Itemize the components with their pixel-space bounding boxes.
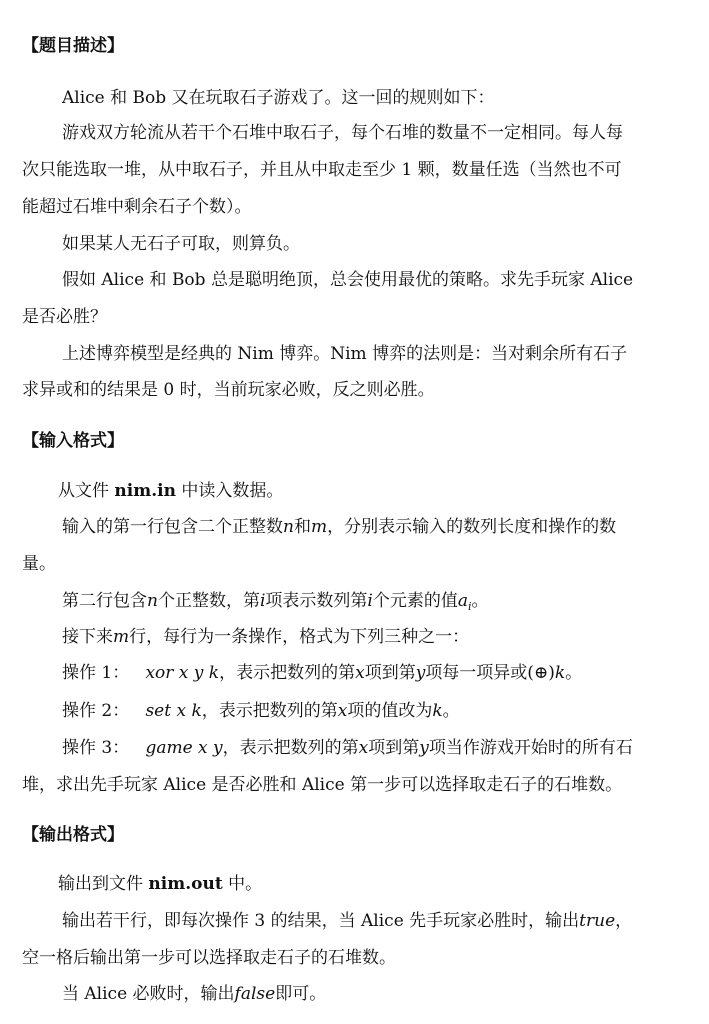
paragraph-line: 次只能选取一堆，从中取石子，并且从中取走至少 1 颗，数量任选（当然也不可	[22, 160, 622, 180]
section-heading-input: 【输入格式】	[22, 431, 124, 451]
paragraph-line: Alice 和 Bob 又在玩取石子游戏了。这一回的规则如下：	[62, 88, 495, 108]
operation-2: 操作 2： set x k，表示把数列的第x项的值改为k。	[62, 701, 460, 721]
paragraph-line: 接下来m行，每行为一条操作，格式为下列三种之一：	[62, 627, 470, 647]
paragraph-line: 求异或和的结果是 0 时，当前玩家必败，反之则必胜。	[22, 380, 435, 400]
paragraph-line: 输入的第一行包含二个正整数n和m，分别表示输入的数列长度和操作的数	[62, 517, 617, 537]
output-filename: nim.out	[148, 874, 223, 894]
section-heading-description: 【题目描述】	[22, 36, 124, 56]
input-filename: nim.in	[114, 481, 176, 501]
operation-1: 操作 1： xor x y k，表示把数列的第x项到第y项每一项异或(⊕)k。	[62, 663, 583, 683]
paragraph-line: 量。	[22, 554, 56, 574]
input-file-line: 从文件 nim.in 中读入数据。	[58, 481, 284, 501]
paragraph-line: 是否必胜？	[22, 307, 107, 327]
paragraph-line: 当 Alice 必败时，输出false即可。	[62, 984, 327, 1004]
output-file-line: 输出到文件 nim.out 中。	[58, 874, 263, 894]
operation-3: 操作 3： game x y，表示把数列的第x项到第y项当作游戏开始时的所有石	[62, 738, 633, 758]
paragraph-line: 游戏双方轮流从若干个石堆中取石子，每个石堆的数量不一定相同。每人每	[62, 123, 623, 143]
paragraph-line: 输出若干行，即每次操作 3 的结果，当 Alice 先手玩家必胜时，输出true，	[62, 911, 633, 931]
paragraph-line: 第二行包含n个正整数，第i项表示数列第i个元素的值$a_i$。	[62, 591, 489, 613]
paragraph-line: 假如 Alice 和 Bob 总是聪明绝顶，总会使用最优的策略。求先手玩家 Alice	[62, 270, 634, 290]
paragraph-line: 能超过石堆中剩余石子个数）。	[22, 197, 252, 217]
section-heading-output: 【输出格式】	[22, 825, 124, 845]
paragraph-line: 上述博弈模型是经典的 Nim 博弈。Nim 博弈的法则是：当对剩余所有石子	[62, 344, 628, 364]
paragraph-line: 空一格后输出第一步可以选择取走石子的石堆数。	[22, 948, 396, 968]
paragraph-line: 堆，求出先手玩家 Alice 是否必胜和 Alice 第一步可以选择取走石子的石堆数。	[22, 775, 623, 795]
paragraph-line: 如果某人无石子可取，则算负。	[62, 234, 300, 254]
